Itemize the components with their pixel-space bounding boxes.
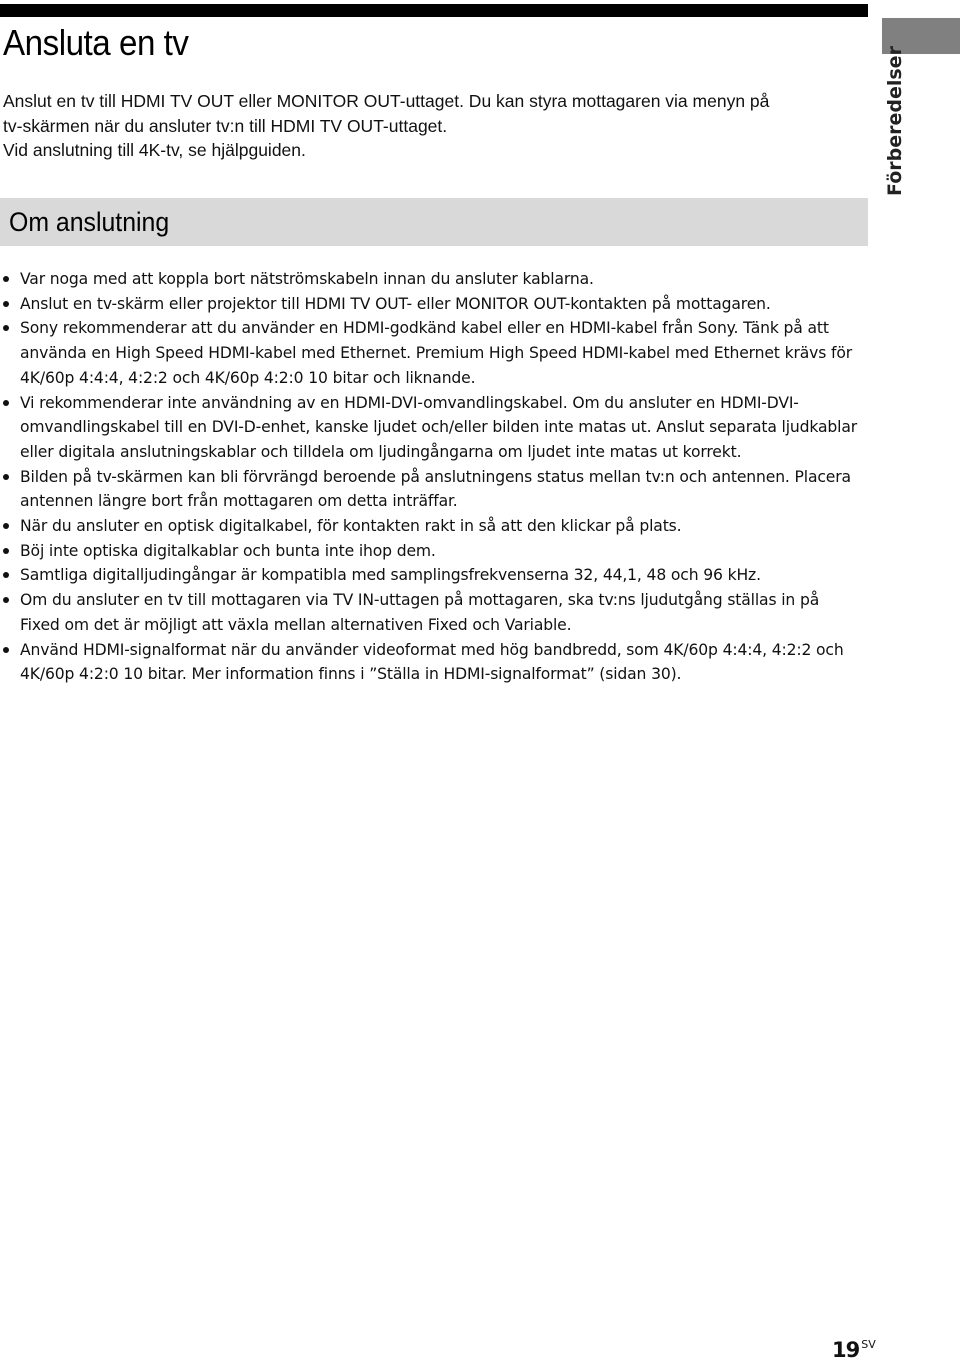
header-rule — [0, 4, 868, 17]
list-item — [0, 563, 860, 588]
list-item-text: Böj inte optiska digitalkablar och bunta inte ihop dem. — [20, 541, 436, 560]
page-number — [832, 1338, 876, 1362]
list-item — [0, 267, 860, 292]
bullet-icon — [3, 325, 9, 331]
chapter-side-label-text: Förberedelser — [884, 46, 906, 196]
list-item — [0, 391, 860, 465]
list-item-text: Om du ansluter en tv till mottagaren via TV IN-uttagen på mottagaren, ska tv:ns ljudutgång ställas in på Fixed om det är möjligt att växla mellan alternativen Fixed och Variable. — [20, 591, 820, 634]
list-item — [0, 588, 860, 637]
list-item-text: Bilden på tv-skärmen kan bli förvrängd beroende på anslutningens status mellan tv:n och antennen. Placera antennen längre bort från mottagaren om detta inträffar. — [20, 467, 851, 511]
list-item-text: Samtliga digitalljudingångar är kompatibla med samplingsfrekvenserna 32, 44,1, 48 och 96 kHz. — [20, 566, 761, 585]
section-header-bar — [0, 198, 868, 246]
list-item — [0, 539, 860, 564]
bullet-icon — [3, 647, 9, 653]
list-item — [0, 514, 860, 539]
intro-line: Vid anslutning till 4K-tv, se hjälpguiden. — [3, 140, 306, 160]
notes-list — [0, 267, 860, 687]
page-number-value: 19 — [832, 1338, 860, 1362]
bullet-icon — [3, 523, 9, 529]
intro-line: tv-skärmen när du ansluter tv:n till HDMI TV OUT-uttaget. — [3, 115, 448, 136]
bullet-icon — [3, 597, 9, 603]
page-language-code: SV — [861, 1338, 876, 1351]
list-item-text: Använd HDMI-signalformat när du använder videoformat med hög bandbredd, som 4K/60p 4:4:4, 4:2:2 och 4K/60p 4:2:0 10 bitar. Mer information finns i ”Ställa in HDMI-signalformat” (sidan 30). — [20, 640, 844, 684]
list-item — [0, 465, 860, 514]
bullet-icon — [3, 572, 9, 578]
list-item — [0, 638, 860, 687]
section-title: Om anslutning — [9, 207, 170, 237]
list-item-text: Sony rekommenderar att du använder en HDMI-godkänd kabel eller en HDMI-kabel från Sony. Tänk på att använda en High Speed HDMI-kabel med Ethernet. Premium High Speed HDMI-kabel med Ethernet krävs för 4K/60p 4:4:4, 4:2:2 och 4K/60p 4:2:0 10 bitar och liknande. — [20, 319, 852, 387]
bullet-icon — [3, 548, 9, 554]
list-item-text: Vi rekommenderar inte användning av en HDMI-DVI-omvandlingskabel. Om du ansluter en HDMI-DVI-omvandlingskabel till en DVI-D-enhet, kanske ljudet och/eller bilden inte matas ut. Anslut separata ljudkablar eller digitala anslutningskablar och tilldela om ljudingångarna om ljudet inte matas ut korrekt. — [20, 393, 857, 461]
list-item-text: Var noga med att koppla bort nätströmskabeln innan du ansluter kablarna. — [20, 270, 594, 288]
list-item — [0, 316, 860, 390]
bullet-icon — [3, 474, 9, 480]
intro-line: Anslut en tv till HDMI TV OUT eller MONITOR OUT-uttaget. Du kan styra mottagaren via menyn på — [3, 91, 770, 111]
list-item-text: Anslut en tv-skärm eller projektor till HDMI TV OUT- eller MONITOR OUT-kontakten på mottagaren. — [20, 294, 771, 313]
chapter-side-label — [875, 46, 915, 196]
bullet-icon — [3, 400, 9, 406]
page-title: Ansluta en tv — [3, 22, 189, 63]
bullet-icon — [3, 301, 9, 307]
bullet-icon — [3, 276, 9, 282]
list-item — [0, 292, 860, 317]
list-item-text: När du ansluter en optisk digitalkabel, för kontakten rakt in så att den klickar på plats. — [20, 517, 682, 536]
intro-text — [3, 89, 863, 163]
